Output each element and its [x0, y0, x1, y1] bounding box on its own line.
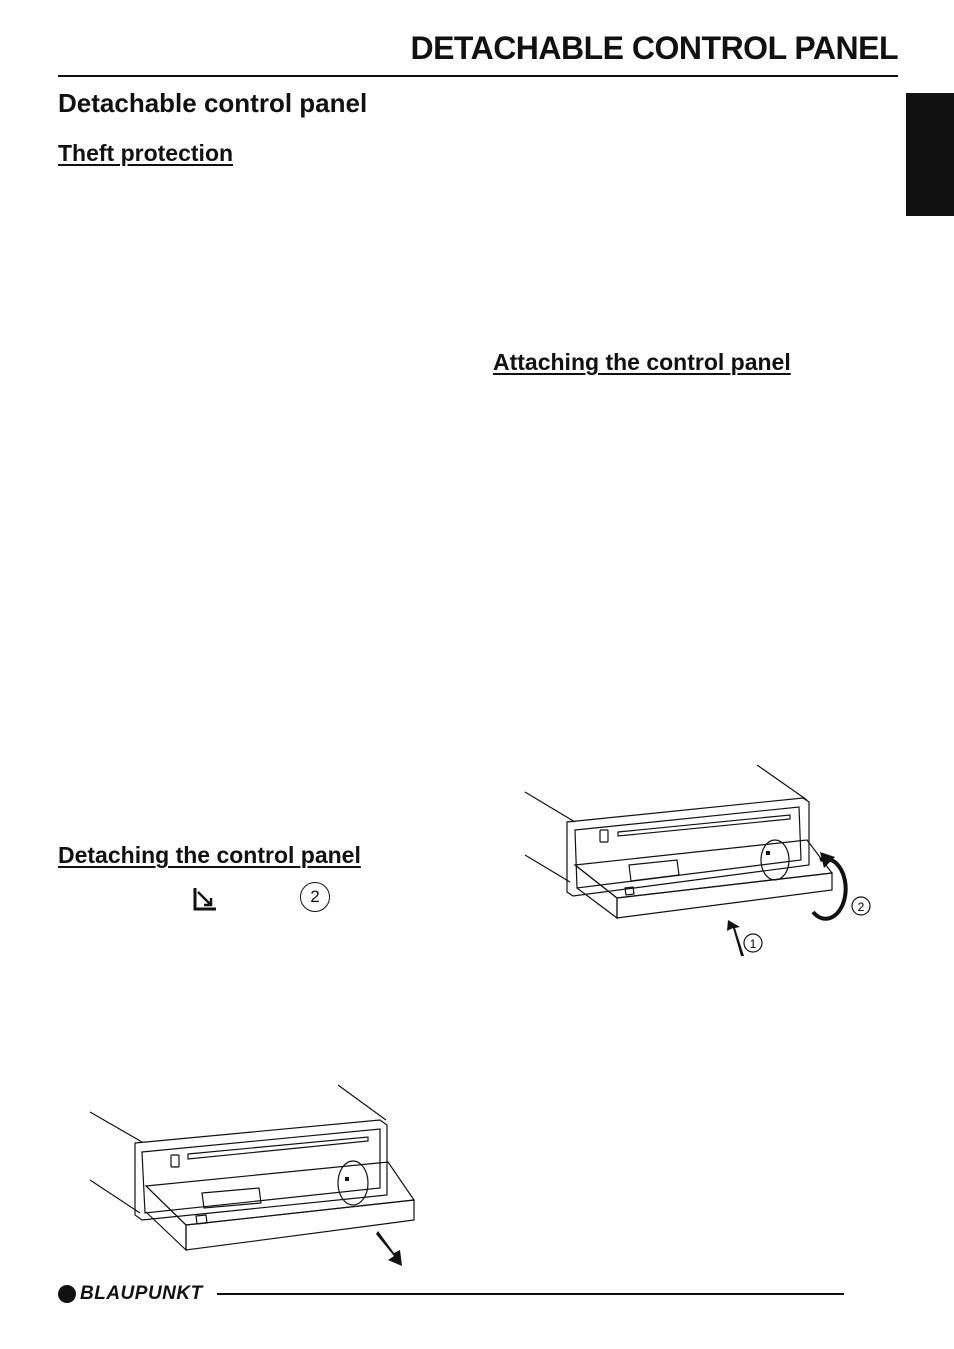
brand-logo [58, 1283, 203, 1305]
section-heading: Detachable control panel [58, 88, 368, 118]
logo-text: BLAUPUNKT [80, 1283, 203, 1304]
callout-1: 1 [749, 937, 757, 951]
attach-illustration [515, 760, 875, 960]
detach-illustration [80, 1080, 420, 1270]
logo-dot-icon [58, 1285, 76, 1303]
footer-rule [217, 1293, 844, 1295]
detaching-heading: Detaching the control panel [58, 842, 361, 868]
callout-2: 2 [857, 900, 865, 914]
page-title: DETACHABLE CONTROL PANEL [410, 30, 898, 66]
attaching-heading: Attaching the control panel [493, 349, 791, 375]
title-rule [58, 75, 898, 77]
theft-protection-heading: Theft protection [58, 140, 234, 166]
language-tab-marker [906, 93, 954, 216]
callout-number: 2 [300, 882, 330, 912]
release-button-icon [192, 886, 218, 912]
